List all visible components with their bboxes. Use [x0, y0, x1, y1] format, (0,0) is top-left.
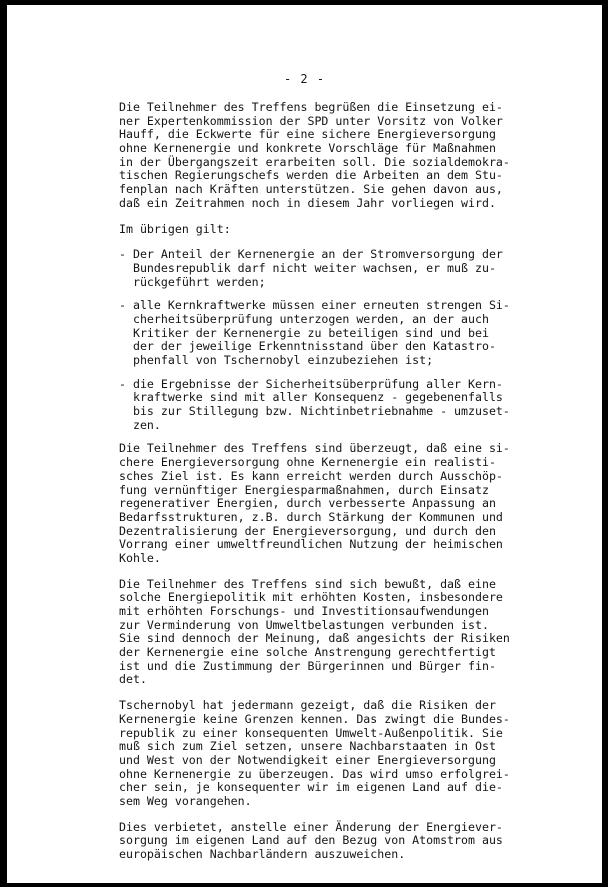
text-line: ohne Kernenergie und konkrete Vorschläge für Maßnahmen	[119, 141, 496, 156]
text-line: sches Ziel ist. Es kann erreicht werden durch Ausschöp-	[119, 468, 503, 483]
text-line: mit erhöhten Forschungs- und Investitionsaufwendungen	[119, 604, 489, 618]
text-line: Vorrang einer umweltfreundlichen Nutzung der heimischen	[119, 537, 503, 552]
text-line: Kohle.	[119, 550, 161, 565]
text-line: sorgung im eigenen Land auf den Bezug von Atomstrom aus	[119, 833, 503, 848]
text-line: Hauff, die Eckwerte für eine sichere Energieversorgung	[119, 127, 496, 142]
text-line: rückgeführt werden;	[119, 274, 266, 289]
text-line: zen.	[119, 417, 161, 432]
text-line: chere Energieversorgung ohne Kernenergie ein realisti-	[119, 455, 496, 470]
text-line: Bedarfsstrukturen, z.B. durch Stärkung der Kommunen und	[119, 509, 503, 524]
text-line: ner Expertenkommission der SPD unter Vorsitz von Volker	[119, 113, 503, 128]
document-page	[7, 5, 602, 883]
text-line: Sie sind dennoch der Meinung, daß angesichts der Risiken	[119, 631, 510, 646]
bullet-item	[119, 378, 533, 433]
text-line: ist und die Zustimmung der Bürgerinnen und Bürger fin-	[119, 658, 496, 673]
text-line: Tschernobyl hat jedermann gezeigt, daß die Risiken der	[119, 698, 496, 713]
text-line: der der jeweilige Erkenntnisstand über den Katastro-	[119, 339, 496, 354]
text-line: Die Teilnehmer des Treffens begrüßen die Einsetzung ei-	[119, 100, 503, 114]
text-line: Dies verbietet, anstelle einer Änderung der Energiever-	[119, 819, 503, 834]
text-line: bis zur Stillegung bzw. Nichtinbetriebnahme - umzuset-	[119, 404, 510, 419]
text-line: der Kernenergie eine solche Anstrengung gerechtfertigt	[119, 645, 496, 660]
text-line: Die Teilnehmer des Treffens sind sich bewußt, daß eine	[119, 576, 496, 591]
page-number: - 2 -	[283, 72, 326, 86]
text-line: - alle Kernkraftwerke müssen einer erneuten strengen Si-	[119, 298, 510, 313]
text-line: Im übrigen gilt:	[119, 221, 231, 236]
text-line: det.	[119, 672, 147, 687]
text-line: zur Verminderung von Umweltbelastungen verbunden ist.	[119, 617, 489, 632]
text-line: ohne Kernenergie zu überzeugen. Das wird umso erfolgrei-	[119, 766, 510, 781]
paragraph	[119, 442, 533, 565]
text-line: republik zu einer konsequenten Umwelt-Außenpolitik. Sie	[119, 725, 503, 740]
paragraph	[119, 101, 533, 211]
text-line: Kritiker der Kernenergie zu beteiligen sind und bei	[119, 325, 489, 340]
bullet-item	[119, 299, 533, 367]
text-line: cher sein, je konsequenter wir im eigenen Land auf die-	[119, 780, 503, 795]
text-line: muß sich zum Ziel setzen, unsere Nachbarstaaten in Ost	[119, 739, 496, 754]
text-line: fenplan nach Kräften unterstützen. Sie gehen davon aus,	[119, 182, 503, 197]
text-line: europäischen Nachbarländern auszuweichen.	[119, 847, 406, 861]
text-line: Die Teilnehmer des Treffens sind überzeugt, daß eine si-	[119, 441, 510, 456]
text-line: Dezentralisierung der Energieversorgung, und durch den	[119, 523, 496, 538]
text-line: daß ein Zeitrahmen noch in diesem Jahr vorliegen wird.	[119, 195, 496, 210]
text-line: - die Ergebnisse der Sicherheitsüberprüfung aller Kern-	[119, 376, 503, 391]
paragraph	[119, 699, 533, 809]
text-line: regenerativer Energien, durch verbesserte Anpassung an	[119, 496, 496, 511]
text-line: kraftwerke sind mit aller Konsequenz - gegebenenfalls	[119, 390, 503, 405]
text-line: sem Weg vorangehen.	[119, 793, 252, 808]
text-line: - Der Anteil der Kernenergie an der Stromversorgung der	[119, 247, 503, 262]
document-body	[119, 101, 533, 874]
text-line: solche Energiepolitik mit erhöhten Kosten, insbesondere	[119, 590, 503, 605]
paragraph	[119, 223, 533, 237]
paragraph	[119, 821, 533, 862]
text-line: in der Übergangszeit erarbeiten soll. Die sozialdemokra-	[119, 154, 510, 169]
text-line: tischen Regierungschefs werden die Arbeiten an dem Stu-	[119, 168, 503, 183]
text-line: und West von der Notwendigkeit einer Energieversorgung	[119, 752, 496, 767]
text-line: cherheitsüberprüfung unterzogen werden, an der auch	[119, 311, 489, 326]
paragraph	[119, 578, 533, 688]
text-line: phenfall von Tschernobyl einzubeziehen ist;	[119, 353, 434, 367]
text-line: fung vernünftiger Energiesparmaßnahmen, durch Einsatz	[119, 482, 489, 497]
text-line: Kernenergie keine Grenzen kennen. Das zwingt die Bundes-	[119, 711, 510, 726]
text-line: Bundesrepublik darf nicht weiter wachsen, er muß zu-	[119, 260, 496, 275]
bullet-item	[119, 248, 533, 289]
